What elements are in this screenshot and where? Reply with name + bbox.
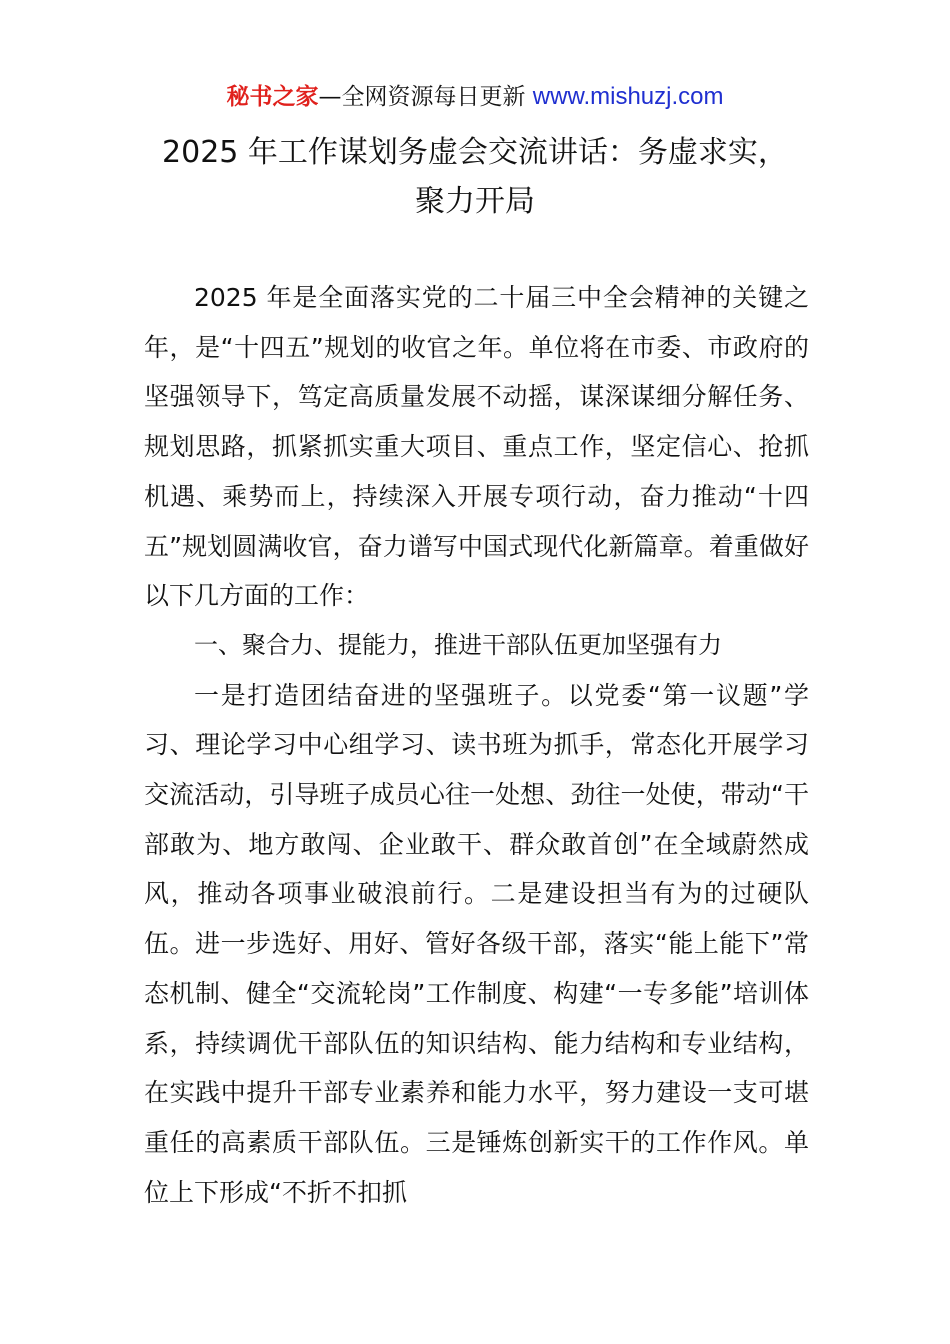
document-title — [60, 128, 890, 226]
site-url-link[interactable]: www.mishuzj.com — [532, 83, 724, 110]
site-brand-name: 秘书之家 — [226, 84, 319, 110]
document-title-line-1: 2025 年工作谋划务虚会交流讲话：务虚求实， — [162, 135, 788, 170]
document-body — [144, 273, 809, 1217]
intro-paragraph: 2025 年是全面落实党的二十届三中全会精神的关键之年，是“十四五”规划的收官之年。单位将在市委、市政府的坚强领导下，笃定高质量发展不动摇，谋深谋细分解任务、规划思路，抓紧抓实重大项目、重点工作，坚定信心、抢抓机遇、乘势而上，持续深入开展专项行动，奋力推动“十四五”规划圆满收官，奋力谱写中国式现代化新篇章。着重做好以下几方面的工作： — [144, 283, 809, 611]
site-tagline: —全网资源每日更新 — [318, 84, 533, 110]
site-header-banner — [0, 80, 950, 114]
section-1-paragraph: 一是打造团结奋进的坚强班子。以党委“第一议题”学习、理论学习中心组学习、读书班为抓手，常态化开展学习交流活动，引导班子成员心往一处想、劲往一处使，带动“干部敢为、地方敢闯、企业敢干、群众敢首创”在全域蔚然成风，推动各项事业破浪前行。二是建设担当有为的过硬队伍。进一步选好、用好、管好各级干部，落实“能上能下”常态机制、健全“交流轮岗”工作制度、构建“一专多能”培训体系，持续调优干部队伍的知识结构、能力结构和专业结构，在实践中提升干部专业素养和能力水平，努力建设一支可堪重任的高素质干部队伍。三是锤炼创新实干的工作作风。单位上下形成“不折不扣抓 — [144, 680, 809, 1207]
section-heading-1: 一、聚合力、提能力，推进干部队伍更加坚强有力 — [194, 630, 722, 659]
document-title-line-2: 聚力开局 — [415, 184, 535, 219]
